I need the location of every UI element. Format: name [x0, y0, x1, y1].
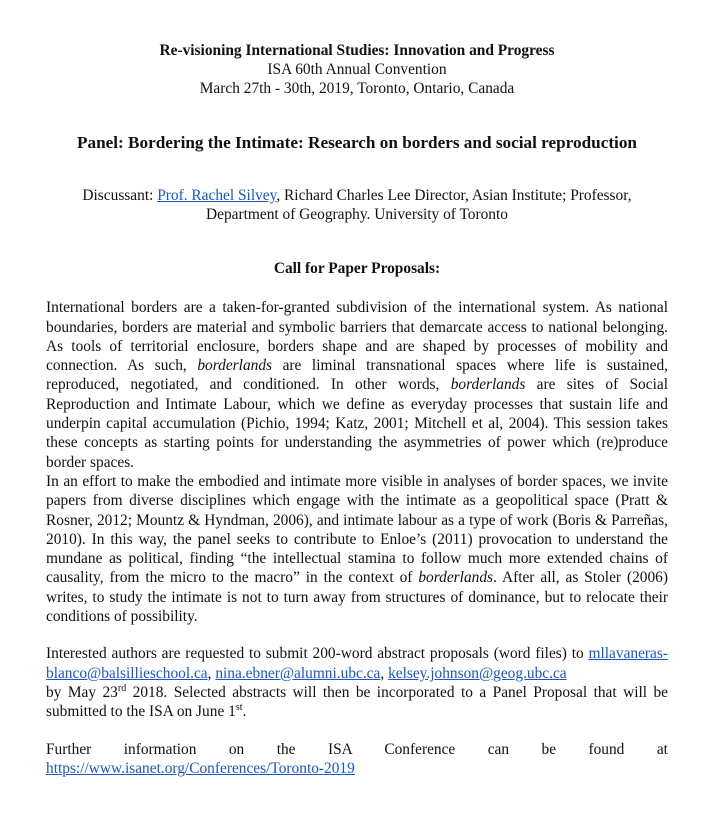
email-link-2[interactable]: nina.ebner@alumni.ubc.ca	[215, 664, 381, 682]
p2-text-a: In an effort to make the embodied and intimate more visible in analyses of border spaces, we invite papers from diverse disciplines which engage with the intimate as a geopolitical space (Pratt & Rosner, 2012; Mountz & Hyndman, 2006), and intimate labour as a type of work (Boris & Parreñas, 2010). In this way, the panel seeks to contribute to Enloe’s (2011) provocation to understand the mundane as political, finding “the intellectual stamina to follow much more extended chains of causality, from the micro to the macro” in the context of	[46, 472, 668, 587]
further-word: found	[588, 740, 625, 758]
email-link-1[interactable]: mllavaneras-blanco@balsillieschool.ca	[46, 645, 668, 682]
isa-conference-url-link[interactable]: https://www.isanet.org/Conferences/Toronto-2019	[46, 759, 355, 777]
further-word: information	[123, 740, 197, 758]
further-word: the	[276, 740, 296, 758]
email-link-3[interactable]: kelsey.johnson@geog.ubc.ca	[388, 664, 567, 682]
deadline-text-a: by May 23	[46, 683, 118, 701]
panel-title: Panel: Bordering the Intimate: Research on borders and social reproduction	[76, 133, 637, 152]
cfp-paragraph-2	[46, 472, 668, 626]
p2-text-b: . After all, as Stoler (2006) writes, to study the intimate is not to turn away from structures of dominance, but to relocate their conditions of possibility.	[46, 569, 668, 626]
p1-emphasis-1: borderlands	[197, 357, 273, 375]
discussant-block	[46, 186, 668, 224]
discussant-name-link[interactable]: Prof. Rachel Silvey	[157, 187, 277, 204]
p1-text-c: are sites of Social Reproduction and Intimate Labour, which we define as everyday processes that sustain life and underpin capital accumulation (Pichio, 1994; Katz, 2001; Mitchell et al, 2004). This session takes these concepts as starting points for understanding the asymmetries of power which (re)produce border spaces.	[46, 376, 668, 471]
deadline-sup-1: rd	[117, 682, 127, 694]
discussant-label: Discussant:	[82, 187, 158, 204]
deadline-text-b: 2018. Selected abstracts will then be incorporated to a Panel Proposal that will be submitted to the ISA on June 1	[46, 683, 668, 721]
further-word: Further	[46, 740, 92, 758]
cfp-paragraph-1	[46, 298, 668, 472]
further-word: be	[541, 740, 557, 758]
deadline-sup-2: st	[235, 702, 243, 714]
discussant-affiliation-2: Department of Geography. University of Toronto	[206, 206, 508, 223]
convention-name: ISA 60th Annual Convention	[267, 61, 447, 78]
further-word: can	[487, 740, 510, 758]
further-info-block	[46, 740, 668, 779]
email-separator-2: ,	[380, 664, 389, 682]
further-word: Conference	[384, 740, 456, 758]
cfp-heading: Call for Paper Proposals:	[273, 260, 441, 277]
convention-dates-location: March 27th - 30th, 2019, Toronto, Ontario, Canada	[199, 80, 515, 97]
document-page	[0, 41, 721, 815]
further-word: ISA	[327, 740, 352, 758]
p1-text-a: International borders are a taken-for-granted subdivision of the international system. As national boundaries, borders are material and symbolic barriers that demarcate access to national belonging. As tools of territorial enclosure, borders shape and are shaped by processes of mobility and connection. As such,	[46, 299, 668, 375]
submission-intro: Interested authors are requested to submit 200-word abstract proposals (word files) to	[46, 645, 589, 663]
p2-emphasis: borderlands	[418, 569, 494, 587]
conference-header	[46, 41, 668, 98]
submission-paragraph	[46, 644, 668, 721]
further-word: at	[656, 740, 668, 758]
deadline-text-c: .	[242, 703, 247, 721]
cfp-body	[46, 298, 668, 626]
further-word: on	[228, 740, 245, 758]
email-separator-1: ,	[207, 664, 216, 682]
discussant-affiliation-1: , Richard Charles Lee Director, Asian Institute; Professor,	[276, 187, 632, 204]
submission-block	[46, 644, 668, 721]
p1-emphasis-2: borderlands	[450, 376, 526, 394]
conference-title: Re-visioning International Studies: Innovation and Progress	[159, 42, 555, 59]
further-info-line	[46, 740, 668, 759]
p1-text-b: are liminal transnational spaces where life is sustained, reproduced, negotiated, and conditioned. In other words,	[46, 357, 668, 394]
